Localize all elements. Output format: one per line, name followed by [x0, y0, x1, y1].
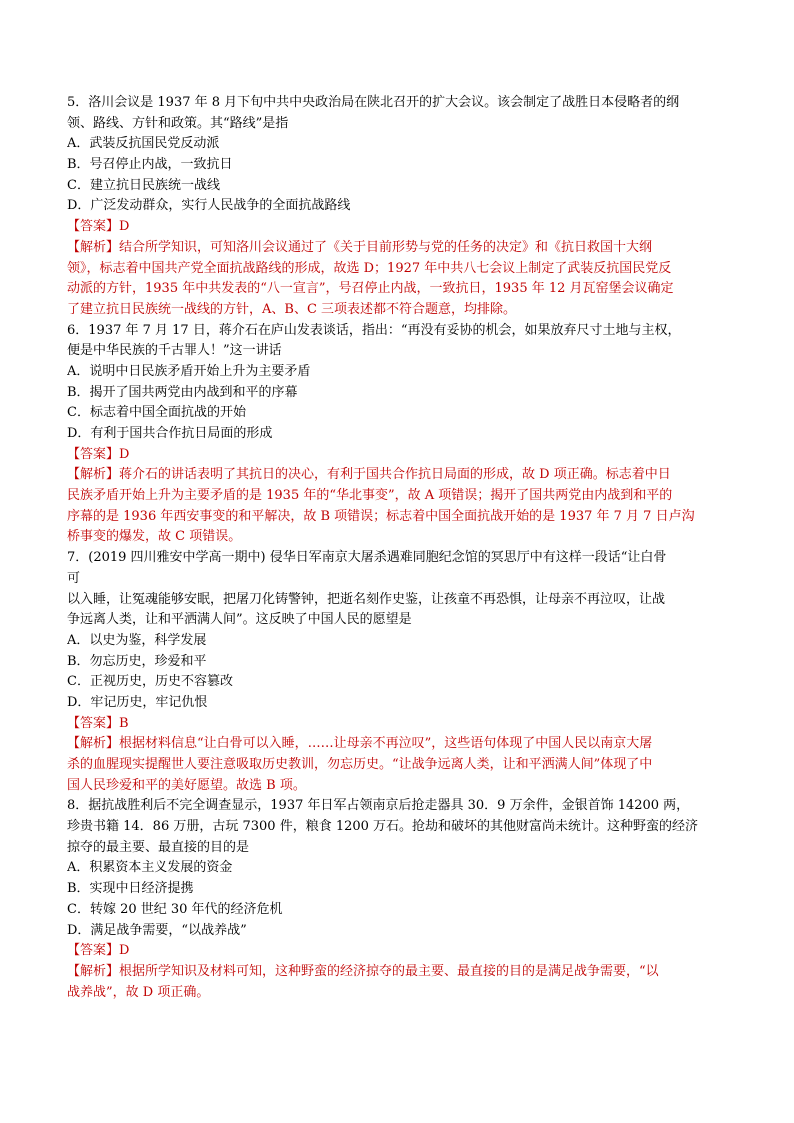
analysis-text: 蒋介石的讲话表明了其抗日的决心，有利于国共合作抗日局面的形成，故 D 项正确。标志着中日 [119, 467, 671, 483]
answer-label: 【答案】 [67, 219, 120, 235]
analysis-line: 序幕的是 1936 年西安事变的和平解决，故 B 项错误；标志着中国全面抗战开始的是 1937 年 7 月 7 日卢沟 [67, 508, 695, 524]
question-stem-line: 领、路线、方针和政策。其“路线”是指 [67, 115, 289, 131]
analysis-line: 国人民珍爱和平的美好愿望。故选 B 项。 [67, 777, 306, 793]
option-d: D．牢记历史，牢记仇恨 [67, 694, 208, 710]
answer-line [67, 445, 723, 466]
question-stem-line: 可 [67, 570, 81, 586]
option-c: C．标志着中国全面抗战的开始 [67, 405, 246, 421]
answer-label: 【答案】 [67, 943, 120, 959]
question-stem-line: 7．(2019 四川雅安中学高一期中) 侵华日军南京大屠杀遇难同胞纪念馆的冥思厅中有这样一段话“让白骨 [67, 550, 667, 566]
analysis-line [67, 238, 723, 259]
option-b: B．号召停止内战，一致抗日 [67, 157, 233, 173]
question-stem-line: 6．1937 年 7 月 17 日，蒋介石在庐山发表谈话，指出：“再没有妥协的机会，如果放弃尺寸土地与主权， [67, 322, 681, 338]
answer-value: D [119, 446, 130, 462]
document-page [67, 93, 723, 1003]
question-stem-line: 珍贵书籍 14．86 万册，古玩 7300 件，粮食 1200 万石。抢劫和破坏的其他财富尚未统计。这种野蛮的经济 [67, 819, 699, 835]
answer-value: B [119, 715, 129, 731]
analysis-text: 结合所学知识，可知洛川会议通过了《关于目前形势与党的任务的决定》和《抗日救国十大纲 [119, 239, 653, 255]
option-a: A．积累资本主义发展的资金 [67, 860, 233, 876]
answer-line [67, 714, 723, 735]
option-d: D．满足战争需要，“以战养战” [67, 922, 247, 938]
analysis-label: 【解析】 [67, 736, 120, 752]
option-a: A．武装反抗国民党反动派 [67, 136, 220, 152]
analysis-label: 【解析】 [67, 963, 120, 979]
question-stem-line: 便是中华民族的千古罪人！”这一讲话 [67, 343, 282, 359]
question-stem-line: 以入睡，让冤魂能够安眠，把屠刀化铸警钟，把逝名刻作史鉴，让孩童不再恐惧，让母亲不再泣叹，让战 [67, 591, 666, 607]
answer-line [67, 941, 723, 962]
question-5 [67, 93, 723, 321]
question-stem-line: 5．洛川会议是 1937 年 8 月下旬中共中央政治局在陕北召开的扩大会议。该会制定了战胜日本侵略者的纲 [67, 95, 680, 110]
analysis-label: 【解析】 [67, 239, 120, 255]
analysis-text: 根据材料信息“让白骨可以入睡，……让母亲不再泣叹”，这些语句体现了中国人民以南京大屠 [119, 736, 653, 752]
option-a: A．以史为鉴，科学发展 [67, 632, 207, 648]
answer-value: D [119, 219, 130, 235]
question-7 [67, 548, 723, 796]
option-c: C．建立抗日民族统一战线 [67, 177, 220, 193]
analysis-line [67, 962, 723, 983]
option-c: C．转嫁 20 世纪 30 年代的经济危机 [67, 901, 283, 917]
answer-label: 【答案】 [67, 715, 120, 731]
analysis-text: 根据所学知识及材料可知，这种野蛮的经济掠夺的最主要、最直接的目的是满足战争需要，“以 [119, 963, 659, 979]
analysis-line: 杀的血腥现实提醒世人要注意吸取历史教训，勿忘历史。“让战争远离人类，让和平洒满人间”体现了中 [67, 757, 653, 772]
analysis-line: 领》，标志着中国共产党全面抗战路线的形成，故选 D；1927 年中共八七会议上制定了武装反抗国民党反 [67, 260, 672, 276]
question-stem-line: 掠夺的最主要、最直接的目的是 [67, 839, 250, 855]
option-d: D．广泛发动群众，实行人民战争的全面抗战路线 [67, 198, 351, 214]
option-c: C．正视历史，历史不容篡改 [67, 674, 233, 690]
question-6 [67, 321, 723, 549]
analysis-label: 【解析】 [67, 467, 120, 483]
question-stem-line: 8．据抗战胜利后不完全调查显示，1937 年日军占领南京后抢走器具 30．9 万余件，金银首饰 14200 两， [67, 798, 690, 814]
question-8 [67, 796, 723, 1003]
answer-value: D [119, 943, 130, 959]
analysis-line: 动派的方针，1935 年中共发表的“八一宣言”，号召停止内战，一致抗日，1935 年 12 月瓦窑堡会议确定 [67, 281, 674, 297]
answer-label: 【答案】 [67, 446, 120, 462]
analysis-line [67, 465, 723, 486]
option-d: D．有利于国共合作抗日局面的形成 [67, 426, 273, 441]
analysis-line: 民族矛盾开始上升为主要矛盾的是 1935 年的“华北事变”，故 A 项错误；揭开了国共两党由内战到和平的 [67, 488, 673, 504]
analysis-line: 战养战”，故 D 项正确。 [67, 984, 210, 1000]
option-b: B．勿忘历史，珍爱和平 [67, 653, 207, 669]
option-a: A．说明中日民族矛盾开始上升为主要矛盾 [67, 363, 311, 379]
option-b: B．揭开了国共两党由内战到和平的序幕 [67, 384, 298, 400]
answer-line [67, 217, 723, 238]
analysis-line: 了建立抗日民族统一战线的方针，A、B、C 三项表述都不符合题意，均排除。 [67, 301, 517, 317]
question-stem-line: 争远离人类，让和平洒满人间”。这反映了中国人民的愿望是 [67, 612, 412, 628]
analysis-line [67, 734, 723, 755]
option-b: B．实现中日经济提携 [67, 881, 194, 897]
analysis-line: 桥事变的爆发，故 C 项错误。 [67, 529, 242, 545]
